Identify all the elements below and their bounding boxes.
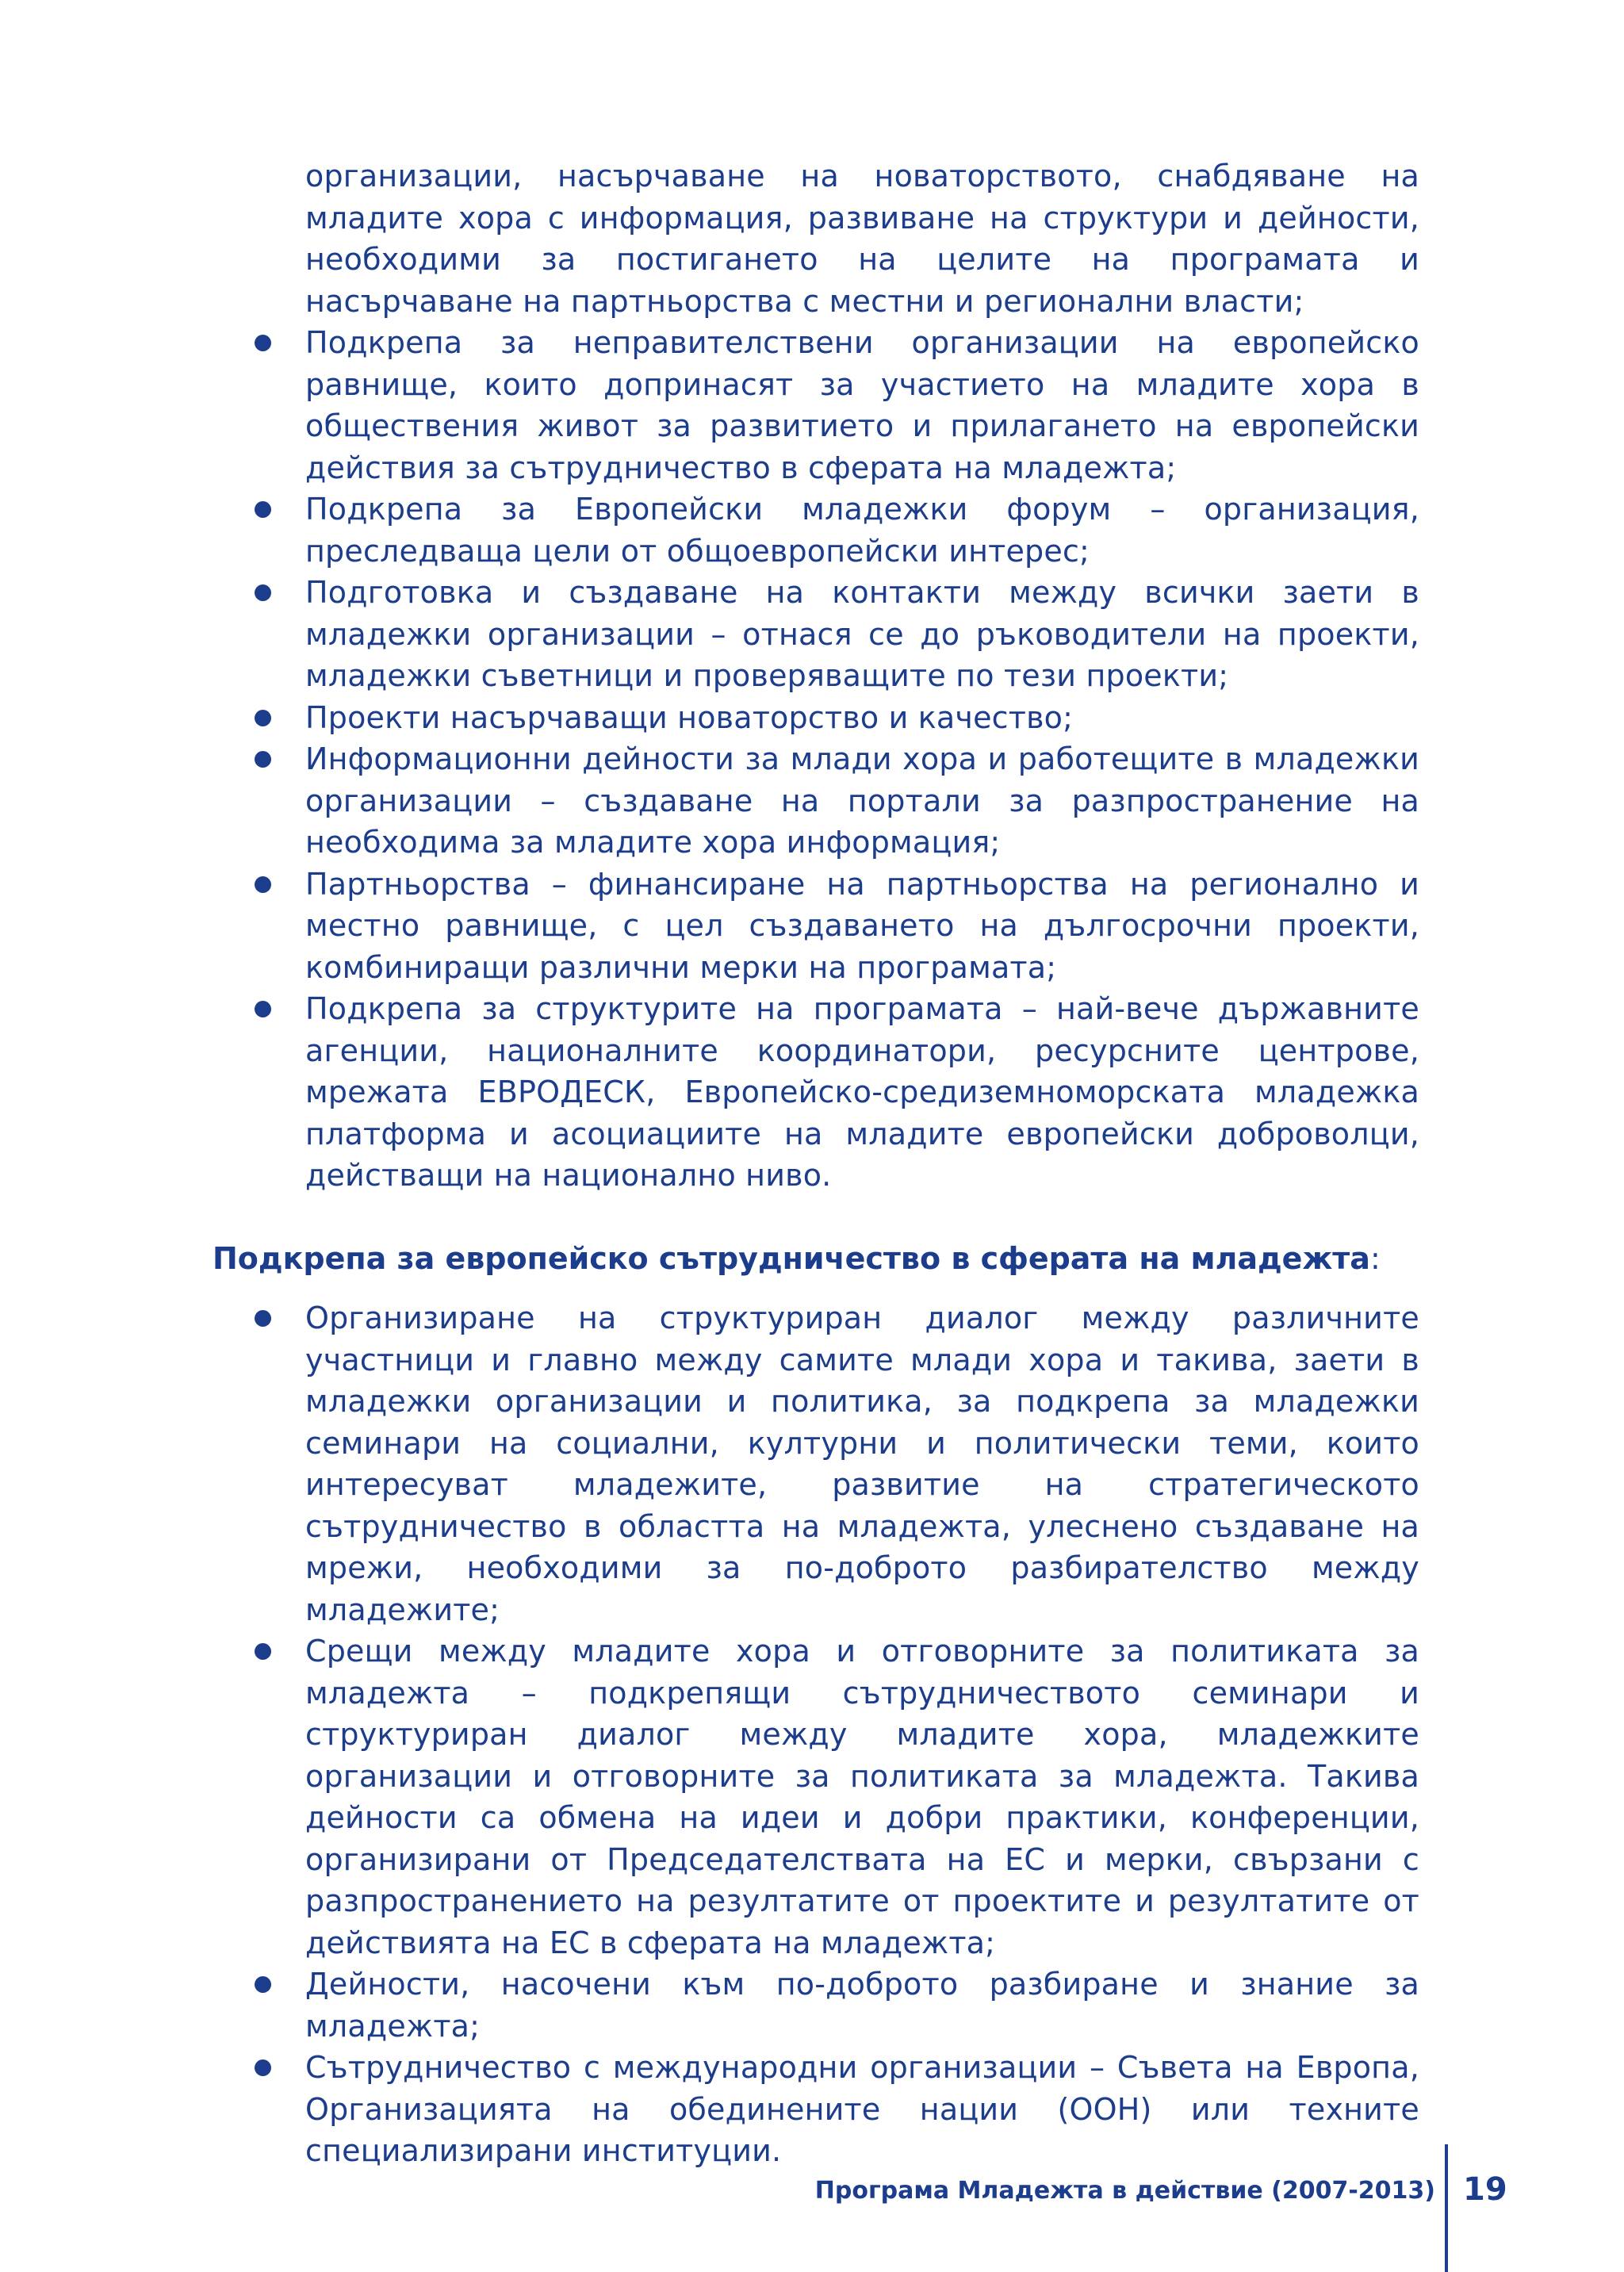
bullet-dot-icon [255, 501, 271, 518]
bullet-dot-icon [255, 2059, 271, 2076]
list-item: Подкрепа за структурите на програмата – най-вече държавните агенции, националните координатори, ресурсните центрове, мрежата ЕВРОДЕСК, Европейско-средиземноморската младежка платформа и асоциациите на младите европейски доброволци, действащи на национално ниво. [0, 988, 1419, 1197]
list-item: Срещи между младите хора и отговорните за политиката за младежта – подкрепящи сътрудничеството семинари и структуриран диалог между младите хора, младежките организации и отговорните за политиката за младежта. Такива дейности са обмена на идеи и добри практики, конференции, организирани от Председателствата на ЕС и мерки, свързани с разпространението на резултатите от проектите и резултатите от действията на ЕС в сферата на младежта; [0, 1630, 1419, 1964]
bullet-list-upper [0, 155, 1419, 1197]
footer-title: Програма Младежта в действие (2007-2013) [814, 2177, 1435, 2205]
bullet-dot-icon [255, 876, 271, 893]
list-item: Подкрепа за неправителствени организации на европейско равнище, които допринасят за участието на младите хора в обществения живот за развитието и прилагането на европейски действия за сътрудничество в сферата на младежта; [0, 322, 1419, 488]
bullet-dot-icon [255, 1643, 271, 1660]
bullet-dot-icon [255, 710, 271, 726]
list-item: Подготовка и създаване на контакти между всички заети в младежки организации – отнася се до ръководители на проекти, младежки съветници и проверяващите по тези проекти; [0, 572, 1419, 697]
bullet-dot-icon [255, 584, 271, 601]
list-item: Информационни дейности за млади хора и работещите в младежки организации – създаване на портали за разпространение на необходима за младите хора информация; [0, 738, 1419, 864]
list-item: Дейности, насочени към по-доброто разбиране и знание за младежта; [0, 1964, 1419, 2047]
section-heading: Подкрепа за европейско сътрудничество в сферата на младежта: [213, 1241, 1381, 1276]
list-item: Подкрепа за Европейски младежки форум – организация, преследваща цели от общоевропейски интерес; [0, 488, 1419, 572]
footer-divider [1445, 2144, 1448, 2272]
bullet-list-lower [0, 1297, 1419, 2172]
bullet-dot-icon [255, 1001, 271, 1017]
list-item: Сътрудничество с международни организации – Съвета на Европа, Организацията на обединените нации (ООН) или техните специализирани институции. [0, 2047, 1419, 2172]
page-number: 19 [1463, 2171, 1507, 2208]
list-item: Проекти насърчаващи новаторство и качество; [0, 697, 1419, 739]
bullet-dot-icon [255, 751, 271, 768]
list-item: Партньорства – финансиране на партньорства на регионално и местно равнище, с цел създаването на дългосрочни проекти, комбиниращи различни мерки на програмата; [0, 864, 1419, 989]
bullet-dot-icon [255, 335, 271, 351]
bullet-dot-icon [255, 1976, 271, 1993]
bullet-dot-icon [255, 1310, 271, 1327]
list-item: организации, насърчаване на новаторството, снабдяване на младите хора с информация, развиване на структури и дейности, необходими за постигането на целите на програмата и насърчаване на партньорства с местни и регионални власти; [305, 159, 1419, 319]
list-item: Организиране на структуриран диалог между различните участници и главно между самите млади хора и такива, заети в младежки организации и политика, за подкрепа за младежки семинари на социални, културни и политически теми, които интересуват младежите, развитие на стратегическото сътрудничество в областта на младежта, улеснено създаване на мрежи, необходими за по-доброто разбирателство между младежите; [0, 1297, 1419, 1630]
